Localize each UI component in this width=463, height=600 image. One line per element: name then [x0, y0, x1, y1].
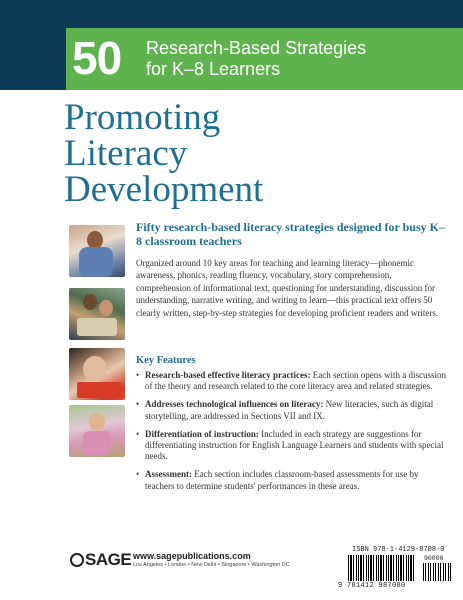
feature-item: [136, 399, 448, 421]
girl-reading-photo: [69, 405, 125, 457]
publisher-cities: Los Angeles • London • New Delhi • Singapore • Washington DC: [133, 562, 290, 568]
feature-heading: Assessment:: [145, 469, 192, 480]
barcode-addon: [423, 563, 453, 581]
feature-text: New literacies, such as digital storytelling, are addressed in Sections VII and IX.: [145, 399, 434, 421]
student-writing-photo: [69, 225, 125, 277]
bullet-icon: •: [136, 428, 140, 439]
sage-logo-text: SAGE: [85, 550, 132, 569]
feature-item: [136, 469, 448, 491]
feature-text: Each section includes classroom-based assessments for use by teachers to determine students' performances in these areas.: [145, 469, 419, 491]
key-features-heading: Key Features: [136, 355, 196, 366]
publisher-url[interactable]: www.sagepublications.com: [133, 551, 251, 561]
sage-logo: [70, 550, 131, 570]
feature-heading: Addresses technological influences on literacy:: [145, 399, 324, 410]
feature-heading: Research-based effective literacy practices:: [145, 370, 311, 380]
series-number: 50: [72, 32, 122, 84]
bullet-icon: •: [136, 370, 140, 380]
feature-heading: Differentiation of instruction:: [145, 428, 259, 439]
feature-text: Included in each strategy are suggestions for differentiating instruction for English Language Learners and students with special needs.: [145, 428, 444, 462]
barcode: [348, 555, 416, 581]
bullet-icon: •: [136, 469, 140, 480]
book-title-line1: Promoting: [64, 97, 221, 138]
barcode-number: 9 781412 987080: [338, 582, 406, 590]
bullet-icon: •: [136, 399, 140, 410]
body-text: Organized around 10 key areas for teaching and learning literacy—phonemic awareness, phonics, reading fluency, vocabulary, story comprehension, comprehension of informational text, questioning for understanding, discussion for understanding, narrative writing, and writing to learn—this practical text offers 50 clearly written, step-by-step strategies for developing proficient readers and writers.: [136, 258, 439, 318]
description: [136, 220, 448, 319]
feature-item: [136, 429, 448, 463]
book-title-line3: Development: [64, 169, 264, 210]
series-subtitle-line1: Research-Based Strategies: [146, 38, 367, 58]
book-title: [64, 97, 454, 210]
feature-item: [136, 370, 448, 392]
barcode-addon-number: 90000: [424, 555, 444, 562]
feature-text: Each section opens with a discussion of the theory and research related to the core literacy area and related strategies.: [145, 370, 446, 392]
sage-swirl-icon: [70, 553, 84, 567]
girl-with-book-photo: [69, 348, 125, 400]
lead-text: Fifty research-based literacy strategies designed for busy K–8 classroom teachers: [136, 220, 445, 248]
isbn-text: ISBN 978-1-4129-8708-0: [352, 546, 445, 554]
series-subtitle-line2: for K–8 Learners: [146, 59, 281, 79]
students-reading-photo: [69, 288, 125, 340]
book-title-line2: Literacy: [64, 133, 188, 174]
key-features-list: [136, 370, 448, 499]
series-subtitle: [146, 38, 446, 80]
